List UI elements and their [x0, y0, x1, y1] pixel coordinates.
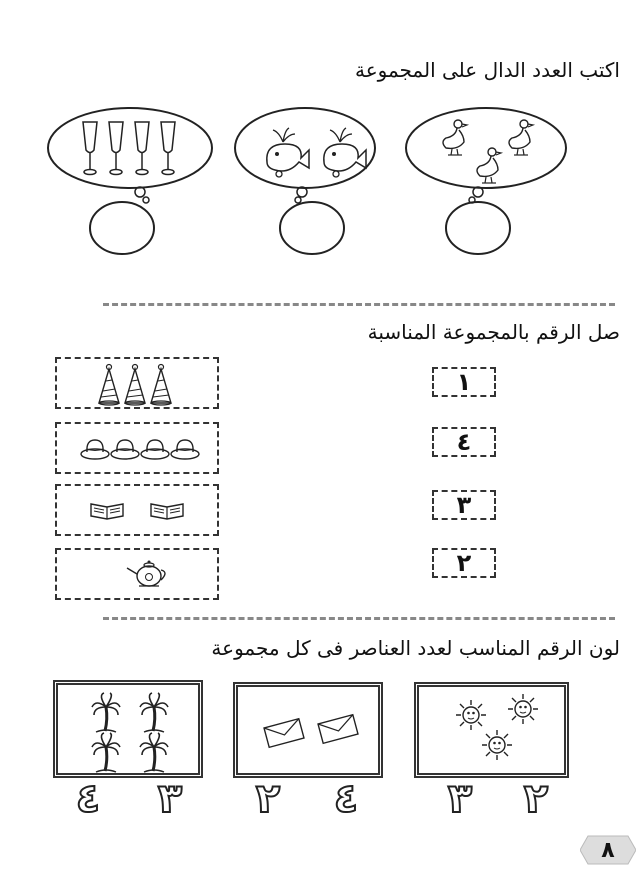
choice-envelopes-b[interactable]: ٢ — [255, 776, 281, 822]
choice-suns-a[interactable]: ٢ — [523, 776, 549, 822]
sun-icon — [456, 700, 486, 730]
goblet-icon — [135, 122, 149, 175]
hat-icon — [81, 440, 109, 459]
frame-envelopes — [233, 682, 383, 778]
section1-instruction: اكتب العدد الدال على المجموعة — [354, 58, 620, 82]
envelope-icon — [264, 719, 304, 748]
party-hats — [57, 359, 217, 407]
palm-tree-icon — [140, 693, 168, 732]
palms — [58, 685, 198, 773]
envelopes — [238, 687, 378, 773]
divider — [103, 303, 615, 306]
choice-palms-b[interactable]: ٤ — [75, 776, 101, 822]
hat-icon — [111, 440, 139, 459]
hat-icon — [141, 440, 169, 459]
whale-icon — [324, 128, 366, 177]
choice-palms-a[interactable]: ٣ — [157, 776, 183, 822]
picture-box-teapot[interactable] — [55, 548, 219, 600]
number-box-3[interactable]: ٣ — [432, 490, 496, 520]
frame-palms — [53, 680, 203, 778]
choice-suns-b[interactable]: ٣ — [447, 776, 473, 822]
number-box-1[interactable]: ١ — [432, 367, 496, 397]
books — [57, 486, 217, 534]
picture-box-party-hats[interactable] — [55, 357, 219, 409]
palm-tree-icon — [92, 693, 120, 732]
hat-icon — [171, 440, 199, 459]
section2-instruction: صل الرقم بالمجموعة المناسبة — [367, 320, 620, 344]
envelope-icon — [318, 715, 358, 744]
teapot-icon — [127, 561, 165, 587]
sun-icon — [508, 694, 538, 724]
teapot — [57, 550, 217, 598]
number-box-2[interactable]: ٤ — [432, 427, 496, 457]
duck-icon — [509, 120, 533, 155]
page-number-badge — [580, 834, 636, 866]
group-ducks — [406, 108, 566, 254]
party-hat-icon — [99, 365, 119, 406]
goblet-icon — [161, 122, 175, 175]
duck-icon — [477, 148, 501, 183]
palm-tree-icon — [140, 733, 168, 772]
palm-tree-icon — [92, 733, 120, 772]
party-hat-icon — [125, 365, 145, 406]
picture-box-hats[interactable] — [55, 422, 219, 474]
picture-box-books[interactable] — [55, 484, 219, 536]
whale-icon — [267, 128, 309, 177]
group-whales — [235, 108, 375, 254]
party-hat-icon — [151, 365, 171, 406]
book-icon — [151, 504, 183, 519]
answer-circle — [446, 202, 510, 254]
page-number: ٨ — [601, 837, 615, 863]
suns — [419, 687, 564, 773]
number-box-4[interactable]: ٢ — [432, 548, 496, 578]
hats — [57, 424, 217, 472]
group-goblets — [48, 108, 212, 254]
answer-circle — [90, 202, 154, 254]
section3-instruction: لون الرقم المناسب لعدد العناصر فى كل مجموعة — [211, 636, 620, 660]
answer-circle — [280, 202, 344, 254]
book-icon — [91, 504, 123, 519]
divider — [103, 617, 615, 620]
duck-icon — [443, 120, 467, 155]
goblet-icon — [109, 122, 123, 175]
choice-envelopes-a[interactable]: ٤ — [333, 776, 359, 822]
section1-groups — [0, 100, 642, 270]
goblet-icon — [83, 122, 97, 175]
sun-icon — [482, 730, 512, 760]
frame-suns — [414, 682, 569, 778]
